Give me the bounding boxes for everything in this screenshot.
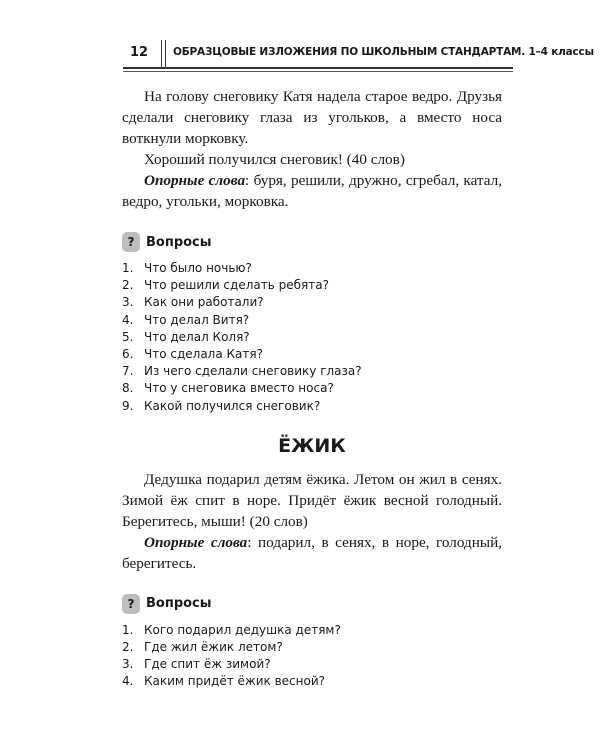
question-text: Что делал Коля? xyxy=(144,329,250,344)
list-item xyxy=(122,277,502,294)
page-number: 12 xyxy=(129,45,149,60)
questions-list xyxy=(122,260,502,415)
list-item xyxy=(122,346,502,363)
running-header xyxy=(123,40,594,70)
story-paragraph: На голову снеговику Катя надела старое ведро. Друзья сделали снеговику глаза из угольков, а вместо носа воткнули морковку. xyxy=(122,88,502,147)
question-mark-icon: ? xyxy=(122,232,140,252)
list-item xyxy=(122,622,502,639)
list-item xyxy=(122,312,502,329)
list-item xyxy=(122,656,502,673)
question-number: 3. xyxy=(122,295,134,310)
question-number: 2. xyxy=(122,278,134,293)
header-divider xyxy=(161,40,162,68)
question-text: Что было ночью? xyxy=(144,261,252,275)
page-content xyxy=(122,86,502,691)
list-item xyxy=(122,398,502,415)
keywords-label: Опорные слова xyxy=(144,172,246,189)
question-text: Из чего сделали снеговику глаза? xyxy=(144,364,362,379)
question-number: 2. xyxy=(122,640,134,655)
section-title: ЁЖИК xyxy=(278,434,346,457)
keywords xyxy=(122,170,502,212)
questions-heading xyxy=(122,232,502,252)
question-number: 4. xyxy=(122,674,134,689)
question-text: Как они работали? xyxy=(144,295,264,310)
questions-heading xyxy=(122,594,502,614)
question-text: Что делал Витя? xyxy=(144,312,250,327)
question-mark-icon: ? xyxy=(122,594,140,614)
question-number: 3. xyxy=(122,657,134,672)
question-text: Где спит ёж зимой? xyxy=(144,657,271,672)
keywords-text: : подарил, в сенях, в норе, голодный, берегитесь. xyxy=(122,533,503,572)
question-number: 9. xyxy=(122,398,134,413)
list-item xyxy=(122,639,502,656)
question-text: Что решили сделать ребята? xyxy=(144,278,329,293)
question-text: Где жил ёжик летом? xyxy=(144,640,283,655)
story-hedgehog xyxy=(122,435,502,691)
questions-list xyxy=(122,622,502,691)
questions-title: Вопросы xyxy=(146,596,212,612)
questions-title: Вопросы xyxy=(146,234,212,250)
running-title: ОБРАЗЦОВЫЕ ИЗЛОЖЕНИЯ ПО ШКОЛЬНЫМ СТАНДАРТАМ. 1–4 классы xyxy=(173,46,594,58)
keywords xyxy=(122,532,502,574)
question-number: 1. xyxy=(122,261,134,275)
list-item xyxy=(122,260,502,277)
header-divider xyxy=(165,40,166,68)
header-rule xyxy=(123,71,513,72)
question-text: Каким придёт ёжик весной? xyxy=(144,674,325,689)
story-paragraph: Дедушка подарил детям ёжика. Летом он жил в сенях. Зимой ёж спит в норе. Придёт ёжик весной голодный. Берегитесь, мыши! (20 слов) xyxy=(122,470,502,530)
keywords-label: Опорные слова xyxy=(144,533,248,551)
list-item xyxy=(122,673,502,690)
story-snowman xyxy=(122,86,502,415)
list-item xyxy=(122,363,502,380)
question-number: 5. xyxy=(122,329,134,344)
story-paragraph: Хороший получился снеговик! (40 слов) xyxy=(144,151,405,168)
header-rule xyxy=(123,67,513,69)
question-text: Какой получился снеговик? xyxy=(144,398,321,413)
question-number: 6. xyxy=(122,347,134,362)
list-item xyxy=(122,380,502,397)
question-number: 4. xyxy=(122,312,134,327)
question-text: Что сделала Катя? xyxy=(144,347,263,362)
question-number: 7. xyxy=(122,364,134,379)
list-item xyxy=(122,329,502,346)
question-text: Кого подарил дедушка детям? xyxy=(144,622,341,637)
question-number: 8. xyxy=(122,381,134,396)
list-item xyxy=(122,294,502,311)
keywords-text: : буря, решили, дружно, сгребал, катал, ведро, угольки, морковка. xyxy=(122,172,502,210)
question-text: Что у снеговика вместо носа? xyxy=(144,381,334,396)
question-number: 1. xyxy=(122,622,134,637)
